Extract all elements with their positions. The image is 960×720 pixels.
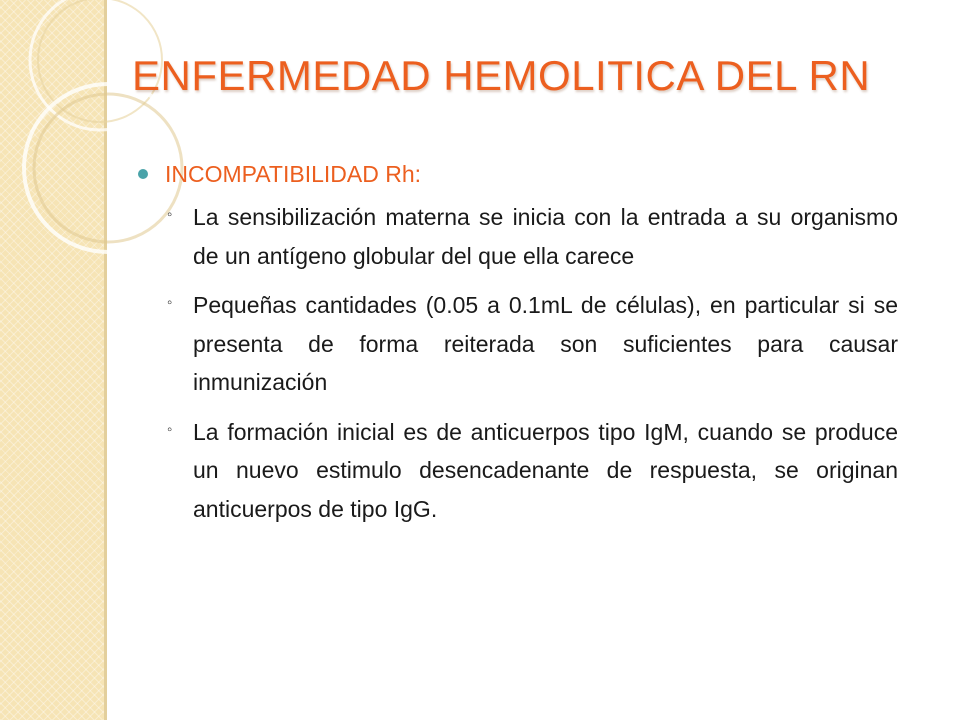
bullet-item [138,156,898,192]
bullet-label: INCOMPATIBILIDAD Rh: [165,161,422,187]
hollow-circle-bullet-icon: ◦ [167,420,173,438]
slide-title: ENFERMEDAD HEMOLITICA DEL RN [132,52,871,99]
sub-bullet-text: La sensibilización materna se inicia con la entrada a su organismo de un antígeno globular del que ella carece [193,204,898,269]
bullet-dot-icon [138,169,148,179]
sub-bullet-item [138,286,898,402]
sub-bullet-item [138,413,898,529]
sub-bullet-text: Pequeñas cantidades (0.05 a 0.1mL de células), en particular si se presenta de forma reiterada son suficientes para causar inmunización [193,292,898,395]
sub-bullet-text: La formación inicial es de anticuerpos tipo IgM, cuando se produce un nuevo estimulo desencadenante de respuesta, se originan anticuerpos de tipo IgG. [193,418,898,522]
hollow-circle-bullet-icon: ◦ [167,206,173,223]
hollow-circle-bullet-icon: ◦ [167,294,173,311]
sub-bullet-list [138,198,898,528]
slide-content [138,156,898,539]
sub-bullet-item [138,198,898,275]
